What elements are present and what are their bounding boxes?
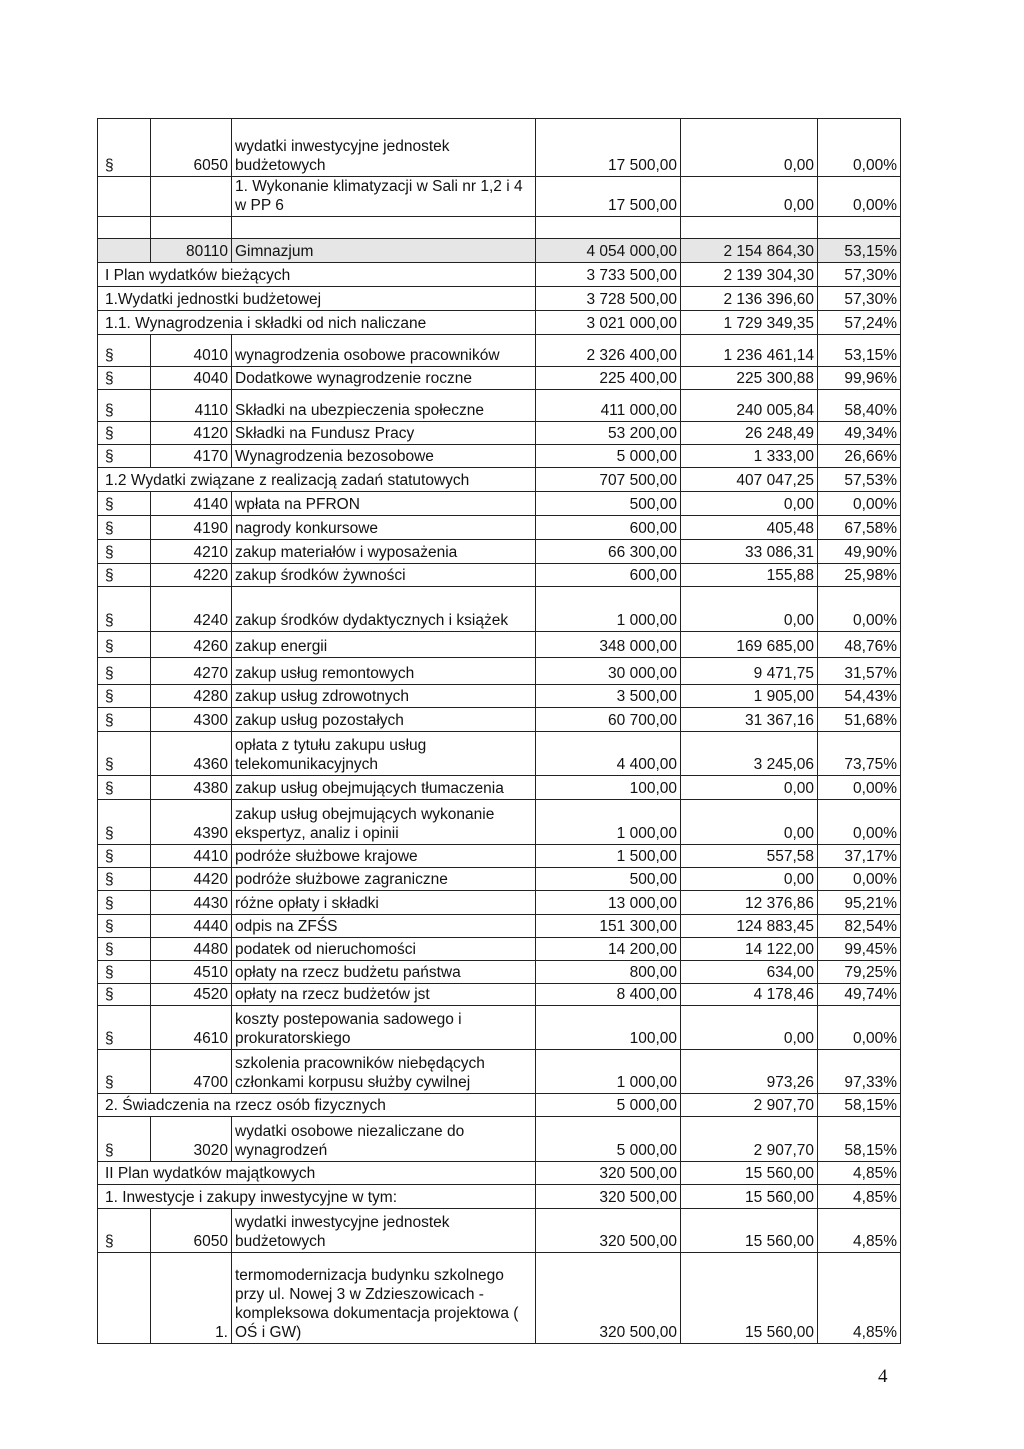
code-cell: 4360	[151, 732, 232, 776]
label-cell: odpis na ZFŚS	[232, 915, 536, 938]
execution-cell: 14 122,00	[681, 938, 818, 961]
execution-cell: 1 333,00	[681, 445, 818, 468]
code-cell: 4110	[151, 390, 232, 422]
plan-cell: 600,00	[536, 564, 681, 587]
paragraph-mark: §	[98, 367, 151, 390]
execution-cell: 405,48	[681, 516, 818, 540]
label-cell: wynagrodzenia osobowe pracowników	[232, 335, 536, 367]
plan-cell: 60 700,00	[536, 708, 681, 732]
plan-cell: 5 000,00	[536, 445, 681, 468]
label-cell: nagrody konkursowe	[232, 516, 536, 540]
percent-cell: 51,68%	[818, 708, 901, 732]
paragraph-mark: §	[98, 422, 151, 445]
label-cell: Składki na Fundusz Pracy	[232, 422, 536, 445]
group-row	[98, 287, 901, 311]
paragraph-mark: §	[98, 564, 151, 587]
label-cell: wpłata na PFRON	[232, 492, 536, 516]
table-row	[98, 367, 901, 390]
percent-cell: 31,57%	[818, 658, 901, 685]
table-row	[98, 632, 901, 658]
label-cell: podatek od nieruchomości	[232, 938, 536, 961]
paragraph-mark: §	[98, 119, 151, 177]
percent-cell: 25,98%	[818, 564, 901, 587]
code-cell: 80110	[151, 239, 232, 263]
paragraph-mark: §	[98, 868, 151, 891]
execution-cell: 0,00	[681, 587, 818, 632]
table-row	[98, 119, 901, 177]
percent-cell: 57,24%	[818, 311, 901, 335]
paragraph-mark: §	[98, 984, 151, 1006]
percent-cell: 57,53%	[818, 468, 901, 492]
plan-cell: 100,00	[536, 1006, 681, 1050]
execution-cell: 0,00	[681, 119, 818, 177]
table-row	[98, 516, 901, 540]
execution-cell: 33 086,31	[681, 540, 818, 564]
percent-cell: 26,66%	[818, 445, 901, 468]
label-cell: podróże służbowe zagraniczne	[232, 868, 536, 891]
table-row	[98, 984, 901, 1006]
plan-cell: 100,00	[536, 776, 681, 800]
code-cell: 6050	[151, 1209, 232, 1253]
paragraph-mark	[98, 1253, 151, 1344]
table-row	[98, 1117, 901, 1162]
execution-cell: 155,88	[681, 564, 818, 587]
percent-cell: 49,34%	[818, 422, 901, 445]
group-label: 1.2 Wydatki związane z realizacją zadań statutowych	[98, 468, 536, 492]
label-cell: zakup usług pozostałych	[232, 708, 536, 732]
plan-cell: 3 500,00	[536, 685, 681, 708]
group-label: 1.1. Wynagrodzenia i składki od nich naliczane	[98, 311, 536, 335]
plan-cell: 4 054 000,00	[536, 239, 681, 263]
budget-table	[97, 118, 901, 1344]
code-cell: 4420	[151, 868, 232, 891]
code-cell: 4270	[151, 658, 232, 685]
paragraph-mark: §	[98, 915, 151, 938]
code-cell: 4520	[151, 984, 232, 1006]
plan-cell: 5 000,00	[536, 1117, 681, 1162]
code-cell: 4260	[151, 632, 232, 658]
percent-cell: 57,30%	[818, 287, 901, 311]
group-row	[98, 1185, 901, 1209]
paragraph-mark: §	[98, 632, 151, 658]
percent-cell: 82,54%	[818, 915, 901, 938]
empty-cell	[98, 217, 151, 239]
execution-cell: 1 236 461,14	[681, 335, 818, 367]
empty-cell	[681, 217, 818, 239]
percent-cell: 99,45%	[818, 938, 901, 961]
code-cell: 4410	[151, 845, 232, 868]
label-cell: Dodatkowe wynagrodzenie roczne	[232, 367, 536, 390]
budget-table-body	[98, 119, 901, 1344]
plan-cell: 3 728 500,00	[536, 287, 681, 311]
group-label: 2. Świadczenia na rzecz osób fizycznych	[98, 1094, 536, 1117]
execution-cell: 26 248,49	[681, 422, 818, 445]
table-row	[98, 891, 901, 915]
paragraph-mark: §	[98, 335, 151, 367]
execution-cell: 2 907,70	[681, 1094, 818, 1117]
execution-cell: 2 139 304,30	[681, 263, 818, 287]
table-row	[98, 445, 901, 468]
label-cell: termomodernizacja budynku szkolnego przy ul. Nowej 3 w Zdzieszowicach - kompleksowa dokumentacja projektowa ( OŚ i GW)	[232, 1253, 536, 1344]
execution-cell: 124 883,45	[681, 915, 818, 938]
empty-cell	[536, 217, 681, 239]
percent-cell: 4,85%	[818, 1209, 901, 1253]
table-row	[98, 938, 901, 961]
percent-cell: 58,15%	[818, 1094, 901, 1117]
empty-cell	[151, 217, 232, 239]
percent-cell: 0,00%	[818, 119, 901, 177]
plan-cell: 17 500,00	[536, 119, 681, 177]
plan-cell: 225 400,00	[536, 367, 681, 390]
percent-cell: 49,74%	[818, 984, 901, 1006]
code-cell: 4210	[151, 540, 232, 564]
paragraph-mark	[98, 239, 151, 263]
paragraph-mark	[98, 177, 151, 217]
plan-cell: 500,00	[536, 492, 681, 516]
plan-cell: 1 000,00	[536, 587, 681, 632]
plan-cell: 320 500,00	[536, 1209, 681, 1253]
code-cell: 1.	[151, 1253, 232, 1344]
code-cell: 4610	[151, 1006, 232, 1050]
code-cell: 4040	[151, 367, 232, 390]
code-cell: 4120	[151, 422, 232, 445]
label-cell: zakup środków żywności	[232, 564, 536, 587]
execution-cell: 3 245,06	[681, 732, 818, 776]
execution-cell: 12 376,86	[681, 891, 818, 915]
percent-cell: 0,00%	[818, 800, 901, 845]
percent-cell: 95,21%	[818, 891, 901, 915]
group-label: 1.Wydatki jednostki budżetowej	[98, 287, 536, 311]
paragraph-mark: §	[98, 1050, 151, 1094]
execution-cell: 31 367,16	[681, 708, 818, 732]
plan-cell: 320 500,00	[536, 1162, 681, 1185]
percent-cell: 4,85%	[818, 1185, 901, 1209]
plan-cell: 1 000,00	[536, 1050, 681, 1094]
group-label: II Plan wydatków majątkowych	[98, 1162, 536, 1185]
table-row	[98, 587, 901, 632]
plan-cell: 17 500,00	[536, 177, 681, 217]
percent-cell: 58,40%	[818, 390, 901, 422]
label-cell: wydatki inwestycyjne jednostek budżetowych	[232, 119, 536, 177]
code-cell: 4280	[151, 685, 232, 708]
paragraph-mark: §	[98, 891, 151, 915]
code-cell: 4140	[151, 492, 232, 516]
code-cell: 4220	[151, 564, 232, 587]
percent-cell: 58,15%	[818, 1117, 901, 1162]
label-cell: opłaty na rzecz budżetów jst	[232, 984, 536, 1006]
page-number: 4	[878, 1366, 888, 1387]
label-cell: wydatki inwestycyjne jednostek budżetowych	[232, 1209, 536, 1253]
execution-cell: 15 560,00	[681, 1185, 818, 1209]
percent-cell: 37,17%	[818, 845, 901, 868]
plan-cell: 8 400,00	[536, 984, 681, 1006]
paragraph-mark: §	[98, 708, 151, 732]
plan-cell: 348 000,00	[536, 632, 681, 658]
plan-cell: 53 200,00	[536, 422, 681, 445]
paragraph-mark: §	[98, 1006, 151, 1050]
label-cell: 1. Wykonanie klimatyzacji w Sali nr 1,2 i 4 w PP 6	[232, 177, 536, 217]
execution-cell: 634,00	[681, 961, 818, 984]
table-row	[98, 390, 901, 422]
label-cell: różne opłaty i składki	[232, 891, 536, 915]
percent-cell: 57,30%	[818, 263, 901, 287]
execution-cell: 0,00	[681, 177, 818, 217]
plan-cell: 4 400,00	[536, 732, 681, 776]
execution-cell: 0,00	[681, 868, 818, 891]
label-cell: Wynagrodzenia bezosobowe	[232, 445, 536, 468]
empty-cell	[818, 217, 901, 239]
percent-cell: 79,25%	[818, 961, 901, 984]
table-row	[98, 800, 901, 845]
label-cell: zakup usług obejmujących wykonanie ekspertyz, analiz i opinii	[232, 800, 536, 845]
paragraph-mark: §	[98, 938, 151, 961]
execution-cell: 0,00	[681, 800, 818, 845]
plan-cell: 411 000,00	[536, 390, 681, 422]
label-cell: zakup materiałów i wyposażenia	[232, 540, 536, 564]
plan-cell: 320 500,00	[536, 1253, 681, 1344]
table-row	[98, 177, 901, 217]
execution-cell: 169 685,00	[681, 632, 818, 658]
plan-cell: 600,00	[536, 516, 681, 540]
percent-cell: 4,85%	[818, 1253, 901, 1344]
group-row	[98, 1094, 901, 1117]
plan-cell: 707 500,00	[536, 468, 681, 492]
table-row	[98, 1006, 901, 1050]
label-cell: Składki na ubezpieczenia społeczne	[232, 390, 536, 422]
label-cell: koszty postepowania sadowego i prokuratorskiego	[232, 1006, 536, 1050]
table-row	[98, 868, 901, 891]
percent-cell: 53,15%	[818, 335, 901, 367]
paragraph-mark: §	[98, 961, 151, 984]
execution-cell: 15 560,00	[681, 1209, 818, 1253]
percent-cell: 0,00%	[818, 868, 901, 891]
table-row	[98, 540, 901, 564]
table-row	[98, 422, 901, 445]
code-cell: 3020	[151, 1117, 232, 1162]
group-row	[98, 1162, 901, 1185]
execution-cell: 9 471,75	[681, 658, 818, 685]
paragraph-mark: §	[98, 1209, 151, 1253]
paragraph-mark: §	[98, 658, 151, 685]
table-row	[98, 492, 901, 516]
group-row	[98, 263, 901, 287]
paragraph-mark: §	[98, 776, 151, 800]
plan-cell: 151 300,00	[536, 915, 681, 938]
execution-cell: 240 005,84	[681, 390, 818, 422]
code-cell	[151, 177, 232, 217]
label-cell: zakup środków dydaktycznych i książek	[232, 587, 536, 632]
label-cell: zakup usług remontowych	[232, 658, 536, 685]
code-cell: 4300	[151, 708, 232, 732]
table-row	[98, 961, 901, 984]
label-cell: opłaty na rzecz budżetu państwa	[232, 961, 536, 984]
plan-cell: 66 300,00	[536, 540, 681, 564]
code-cell: 4430	[151, 891, 232, 915]
plan-cell: 5 000,00	[536, 1094, 681, 1117]
percent-cell: 54,43%	[818, 685, 901, 708]
table-row	[98, 708, 901, 732]
paragraph-mark: §	[98, 445, 151, 468]
label-cell: zakup energii	[232, 632, 536, 658]
group-row	[98, 311, 901, 335]
code-cell: 4480	[151, 938, 232, 961]
label-cell: zakup usług obejmujących tłumaczenia	[232, 776, 536, 800]
execution-cell: 15 560,00	[681, 1162, 818, 1185]
code-cell: 4170	[151, 445, 232, 468]
label-cell: szkolenia pracowników niebędących członkami korpusu służby cywilnej	[232, 1050, 536, 1094]
code-cell: 4390	[151, 800, 232, 845]
empty-cell	[232, 217, 536, 239]
plan-cell: 3 733 500,00	[536, 263, 681, 287]
code-cell: 4010	[151, 335, 232, 367]
table-row	[98, 564, 901, 587]
percent-cell: 0,00%	[818, 776, 901, 800]
execution-cell: 0,00	[681, 1006, 818, 1050]
paragraph-mark: §	[98, 732, 151, 776]
percent-cell: 0,00%	[818, 1006, 901, 1050]
execution-cell: 225 300,88	[681, 367, 818, 390]
paragraph-mark: §	[98, 540, 151, 564]
percent-cell: 0,00%	[818, 177, 901, 217]
paragraph-mark: §	[98, 492, 151, 516]
paragraph-mark: §	[98, 845, 151, 868]
code-cell: 4380	[151, 776, 232, 800]
label-cell: Gimnazjum	[232, 239, 536, 263]
plan-cell: 14 200,00	[536, 938, 681, 961]
label-cell: wydatki osobowe niezaliczane do wynagrodzeń	[232, 1117, 536, 1162]
paragraph-mark: §	[98, 516, 151, 540]
table-row	[98, 1050, 901, 1094]
table-row	[98, 335, 901, 367]
execution-cell: 0,00	[681, 492, 818, 516]
execution-cell: 1 729 349,35	[681, 311, 818, 335]
plan-cell: 2 326 400,00	[536, 335, 681, 367]
execution-cell: 15 560,00	[681, 1253, 818, 1344]
label-cell: opłata z tytułu zakupu usług telekomunikacyjnych	[232, 732, 536, 776]
execution-cell: 1 905,00	[681, 685, 818, 708]
code-cell: 4240	[151, 587, 232, 632]
percent-cell: 67,58%	[818, 516, 901, 540]
group-label: 1. Inwestycje i zakupy inwestycyjne w tym:	[98, 1185, 536, 1209]
plan-cell: 30 000,00	[536, 658, 681, 685]
paragraph-mark: §	[98, 587, 151, 632]
table-row	[98, 1209, 901, 1253]
percent-cell: 48,76%	[818, 632, 901, 658]
plan-cell: 3 021 000,00	[536, 311, 681, 335]
table-row	[98, 776, 901, 800]
code-cell: 4190	[151, 516, 232, 540]
table-row	[98, 658, 901, 685]
percent-cell: 0,00%	[818, 492, 901, 516]
table-row	[98, 239, 901, 263]
table-row	[98, 732, 901, 776]
execution-cell: 973,26	[681, 1050, 818, 1094]
execution-cell: 4 178,46	[681, 984, 818, 1006]
table-row	[98, 685, 901, 708]
code-cell: 4700	[151, 1050, 232, 1094]
percent-cell: 73,75%	[818, 732, 901, 776]
label-cell: podróże służbowe krajowe	[232, 845, 536, 868]
percent-cell: 0,00%	[818, 587, 901, 632]
percent-cell: 4,85%	[818, 1162, 901, 1185]
execution-cell: 2 907,70	[681, 1117, 818, 1162]
table-row	[98, 845, 901, 868]
paragraph-mark: §	[98, 685, 151, 708]
code-cell: 4510	[151, 961, 232, 984]
execution-cell: 407 047,25	[681, 468, 818, 492]
percent-cell: 97,33%	[818, 1050, 901, 1094]
table-row	[98, 1253, 901, 1344]
percent-cell: 49,90%	[818, 540, 901, 564]
group-row	[98, 468, 901, 492]
paragraph-mark: §	[98, 800, 151, 845]
plan-cell: 1 000,00	[536, 800, 681, 845]
plan-cell: 800,00	[536, 961, 681, 984]
plan-cell: 500,00	[536, 868, 681, 891]
percent-cell: 99,96%	[818, 367, 901, 390]
label-cell: zakup usług zdrowotnych	[232, 685, 536, 708]
plan-cell: 1 500,00	[536, 845, 681, 868]
execution-cell: 2 154 864,30	[681, 239, 818, 263]
plan-cell: 320 500,00	[536, 1185, 681, 1209]
group-label: I Plan wydatków bieżących	[98, 263, 536, 287]
plan-cell: 13 000,00	[536, 891, 681, 915]
execution-cell: 0,00	[681, 776, 818, 800]
paragraph-mark: §	[98, 390, 151, 422]
execution-cell: 2 136 396,60	[681, 287, 818, 311]
spacer-row	[98, 217, 901, 239]
table-row	[98, 915, 901, 938]
percent-cell: 53,15%	[818, 239, 901, 263]
paragraph-mark: §	[98, 1117, 151, 1162]
execution-cell: 557,58	[681, 845, 818, 868]
code-cell: 4440	[151, 915, 232, 938]
code-cell: 6050	[151, 119, 232, 177]
